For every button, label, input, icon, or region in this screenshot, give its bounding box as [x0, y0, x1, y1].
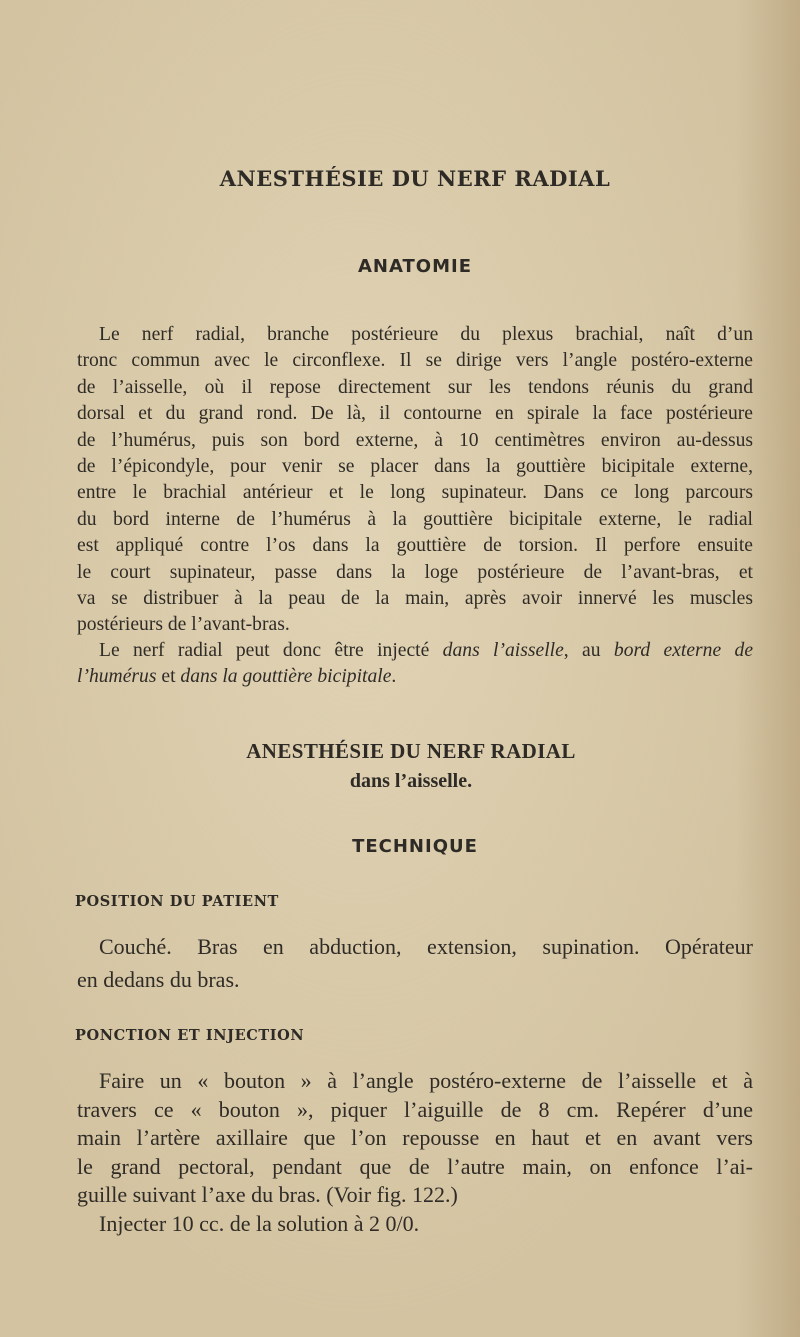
anatomy-line: postérieurs de l’avant-bras. — [77, 614, 290, 636]
separator: et — [161, 666, 176, 688]
injection-sites-line — [77, 664, 753, 690]
anatomy-line: va se distribuer à la peau de la main, après avoir innervé les muscles — [77, 587, 753, 609]
anatomy-line: entre le brachial antérieur et le long supinateur. Dans ce long parcours — [77, 482, 753, 504]
site-bord-externe: bord externe de — [613, 640, 754, 661]
anatomy-line: de l’humérus, puis son bord externe, à 10 centimètres environ au-dessus — [77, 429, 753, 451]
anatomy-line: de l’épicondyle, pour venir se placer dans la gouttière bicipitale externe, — [77, 455, 753, 477]
technique-heading: TECHNIQUE — [352, 836, 478, 857]
chapter-title: ANESTHÉSIE DU NERF RADIAL — [219, 166, 611, 191]
anatomy-line: Le nerf radial, branche postérieure du plexus brachial, naît d’un — [99, 324, 753, 345]
injection-sites-paragraph — [77, 638, 753, 691]
anatomy-heading: ANATOMIE — [357, 256, 472, 277]
anatomy-line: de l’aisselle, où il repose directement sur les tendons réunis du grand — [77, 376, 753, 398]
position-paragraph — [77, 930, 753, 996]
ponction-paragraph — [77, 1067, 753, 1238]
ponction-label: PONCTION ET INJECTION — [75, 1027, 305, 1044]
site-aisselle: dans l’aisselle — [442, 640, 564, 661]
anatomy-line: tronc commun avec le circonflexe. Il se dirige vers l’angle postéro-externe — [77, 350, 753, 372]
separator: , au — [563, 640, 601, 661]
position-line: Couché. Bras en abduction, extension, supination. Opérateur — [99, 934, 753, 959]
ponction-line: le grand pectoral, pendant que de l’autre main, on enfonce l’ai- — [77, 1153, 753, 1179]
site-humerus: l’humérus — [77, 666, 157, 688]
section-subtitle: dans l’aisselle. — [349, 770, 473, 792]
injection-sites-line — [77, 638, 753, 664]
period: . — [391, 666, 397, 688]
anatomy-line: du bord interne de l’humérus à la gouttière bicipitale externe, le radial — [77, 508, 753, 530]
position-line: en dedans du bras. — [77, 967, 240, 992]
ponction-line: travers ce « bouton », piquer l’aiguille de 8 cm. Repérer d’une — [77, 1096, 753, 1122]
ponction-last-line: Injecter 10 cc. de la solution à 2 0/0. — [99, 1210, 420, 1236]
injection-intro: Le nerf radial peut donc être injecté — [99, 640, 430, 661]
ponction-line: guille suivant l’axe du bras. (Voir fig. 122.) — [77, 1182, 458, 1207]
section-title: ANESTHÉSIE DU NERF RADIAL — [246, 739, 576, 763]
anatomy-line: dorsal et du grand rond. De là, il contourne en spirale la face postérieure — [77, 403, 753, 425]
site-gouttiere: dans la gouttière bicipitale — [180, 666, 392, 688]
anatomy-line: est appliqué contre l’os dans la gouttière de torsion. Il perfore ensuite — [77, 535, 753, 557]
anatomy-line: le court supinateur, passe dans la loge postérieure de l’avant-bras, et — [77, 561, 753, 583]
ponction-line: main l’artère axillaire que l’on repousse en haut et en avant vers — [77, 1125, 753, 1150]
anatomy-paragraph — [77, 322, 753, 639]
ponction-line: Faire un « bouton » à l’angle postéro-externe de l’aisselle et à — [99, 1068, 753, 1093]
position-label: POSITION DU PATIENT — [75, 893, 279, 910]
